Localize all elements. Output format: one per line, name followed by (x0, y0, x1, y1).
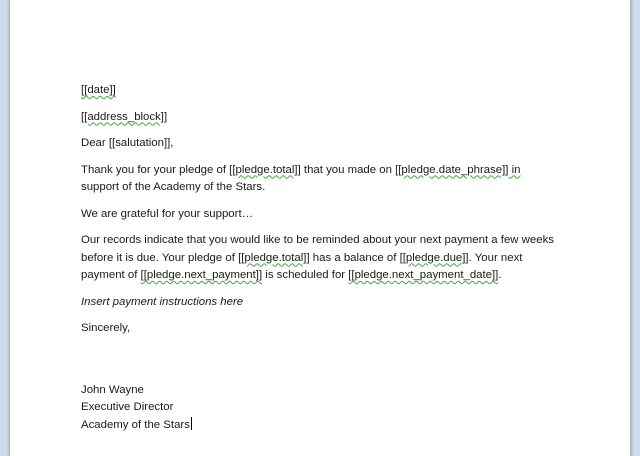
text-cursor (191, 417, 192, 430)
payment-instructions-text: Insert payment instructions here (81, 295, 244, 308)
pledge-total-merge-field-2[interactable]: [[pledge.total]] (238, 251, 310, 264)
signature-organization[interactable] (81, 417, 561, 435)
para3-text-5: is scheduled for (262, 269, 349, 281)
signature-title[interactable] (81, 399, 561, 417)
date-merge-field[interactable]: [[date]] (81, 84, 116, 96)
address-field-line[interactable] (81, 109, 561, 127)
salutation-prefix: Dear (81, 137, 109, 149)
grateful-text: We are grateful for your support… (81, 207, 253, 220)
address-merge-field[interactable]: [[address_block]] (81, 110, 168, 123)
para3-text-4: payment of (81, 269, 141, 281)
para1-text-3: in (508, 163, 521, 176)
closing-line[interactable] (81, 320, 561, 338)
document-page[interactable] (9, 0, 631, 456)
thank-you-paragraph[interactable] (81, 162, 561, 197)
letter-body[interactable] (81, 82, 561, 434)
pledge-due-merge-field[interactable]: [[pledge.due]] (399, 251, 469, 264)
grateful-paragraph[interactable] (81, 206, 561, 224)
next-payment-merge-field[interactable]: [[pledge.next_payment]] (140, 269, 263, 281)
para3-text-1: before it is due. Your pledge of (81, 251, 239, 264)
pledge-total-merge-field[interactable]: [[pledge.total]] (229, 163, 301, 176)
closing-text: Sincerely, (81, 322, 131, 334)
para3-text-6: . (498, 269, 502, 281)
para3-line-1: Our records indicate that you would like to be reminded about your next payment a few weeks (81, 234, 554, 246)
date-field-line[interactable] (81, 82, 561, 100)
pledge-date-phrase-merge-field[interactable]: [[pledge.date_phrase]] (395, 163, 509, 176)
salutation-line[interactable] (81, 135, 561, 153)
payment-instructions[interactable] (81, 294, 561, 312)
signature-title-text: Executive Director (81, 401, 174, 413)
signature-spacer (81, 347, 561, 382)
para3-text-2: has a balance of (309, 251, 400, 264)
next-payment-date-merge-field[interactable]: [[pledge.next_payment_date]] (348, 269, 499, 281)
signature-organization-text: Academy of the Stars (81, 418, 190, 431)
para1-text-2: that you made on (300, 163, 396, 176)
salutation-merge-field[interactable]: [[salutation]] (108, 137, 171, 149)
reminder-paragraph[interactable] (81, 232, 561, 285)
signature-name-text: John Wayne (81, 383, 144, 396)
signature-name[interactable] (81, 382, 561, 400)
salutation-suffix: , (170, 137, 174, 149)
para1-text-1: Thank you for your pledge of (81, 163, 230, 176)
para3-text-3: . Your next (468, 251, 523, 264)
para1-line-2: support of the Academy of the Stars. (81, 181, 266, 193)
